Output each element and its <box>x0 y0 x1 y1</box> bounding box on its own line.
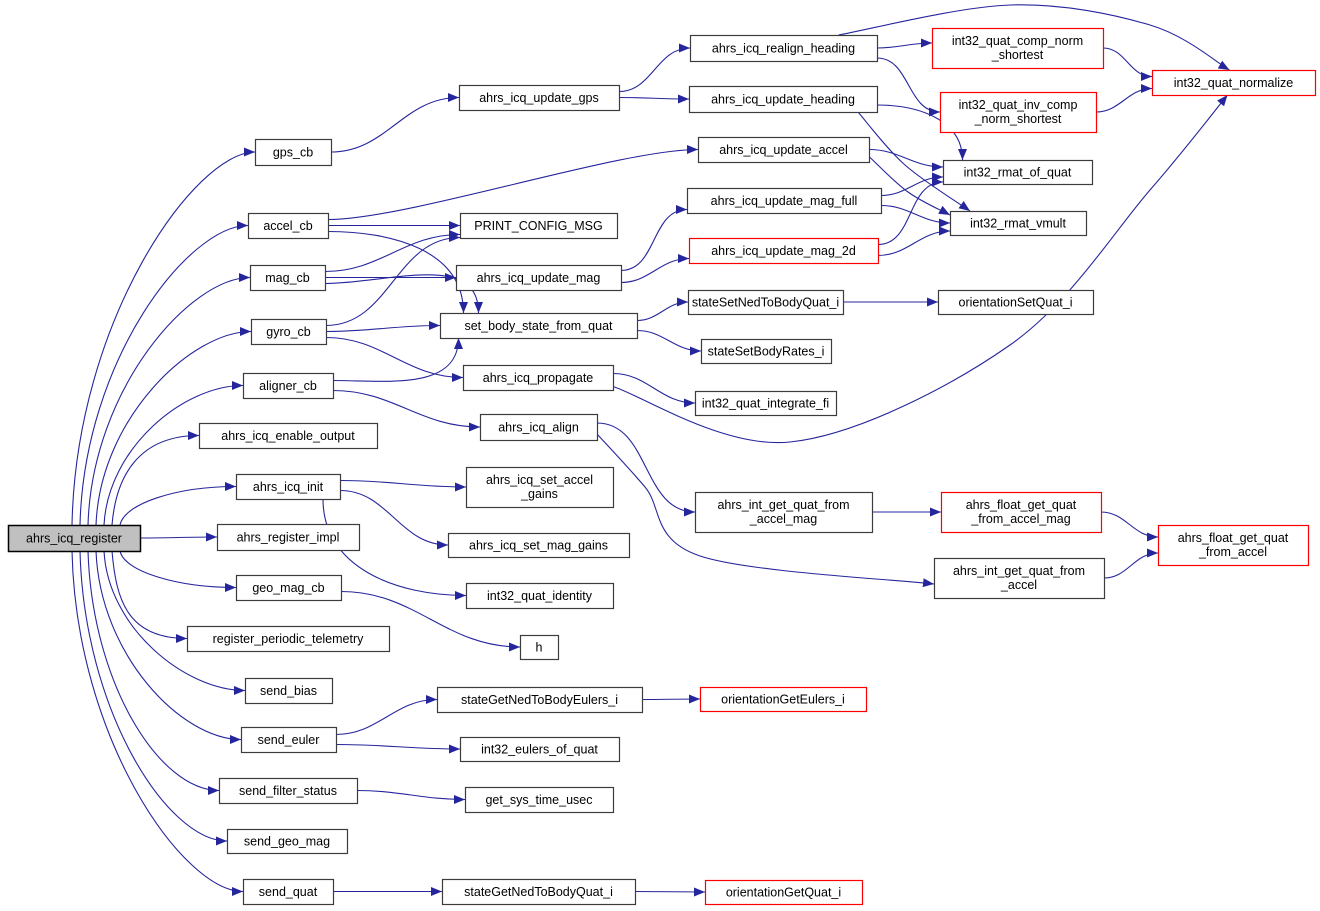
edge-ahrs_icq_update_mag_2d-to-int32_rmat_vmult <box>878 231 950 256</box>
node-label: orientationSetQuat_i <box>958 295 1073 310</box>
node-ahrs_int_get_quat_from_accel[interactable] <box>935 559 1105 599</box>
node-ahrs_icq_register[interactable] <box>9 526 141 552</box>
node-label: aligner_cb <box>259 379 317 393</box>
node-ahrs_icq_enable_output[interactable] <box>200 424 378 449</box>
node-label: stateGetNedToBodyEulers_i <box>460 693 619 707</box>
edge-send_euler-to-int32_eulers_of_quat <box>336 745 460 750</box>
node-ahrs_icq_propagate[interactable] <box>464 366 614 391</box>
edge-int32_quat_comp_norm_shortest-to-int32_quat_normalize <box>1103 48 1152 77</box>
node-ahrs_int_get_quat_from_accel_mag[interactable] <box>696 493 873 533</box>
node-label: _norm_shortest <box>974 112 1062 126</box>
node-label: ahrs_icq_set_accel <box>485 473 594 487</box>
edge-ahrs_float_get_quat_from_accel_mag-to-ahrs_float_get_quat_from_accel <box>1101 512 1158 537</box>
edge-gyro_cb-to-set_body_state_from_quat <box>326 326 440 332</box>
node-orientationSetQuat_i[interactable] <box>939 291 1094 315</box>
node-stateGetNedToBodyQuat_i[interactable] <box>443 880 636 905</box>
node-ahrs_icq_realign_heading[interactable] <box>691 36 878 62</box>
edge-gps_cb-to-ahrs_icq_update_gps <box>331 98 459 153</box>
node-label: ahrs_icq_update_accel <box>719 143 848 157</box>
node-label: int32_quat_identity <box>487 589 592 603</box>
edge-mag_cb-to-PRINT_CONFIG_MSG <box>325 235 460 272</box>
node-label: get_sys_time_usec <box>485 793 593 807</box>
edge-ahrs_icq_register-to-ahrs_icq_enable_output <box>112 436 199 526</box>
edge-accel_cb-to-set_body_state_from_quat <box>328 232 464 314</box>
edge-send_euler-to-stateGetNedToBodyEulers_i <box>336 700 437 735</box>
node-label: send_euler <box>257 733 320 747</box>
edge-set_body_state_from_quat-to-stateSetNedToBodyQuat_i <box>637 302 688 321</box>
edge-stateGetNedToBodyQuat_i-to-orientationGetQuat_i <box>635 892 705 893</box>
edge-int32_quat_inv_comp_norm_shortest-to-int32_quat_normalize <box>1096 89 1152 113</box>
edge-ahrs_icq_register-to-ahrs_icq_init <box>120 487 236 526</box>
node-label: _shortest <box>991 48 1044 62</box>
node-ahrs_icq_update_mag[interactable] <box>457 266 622 291</box>
edge-stateGetNedToBodyEulers_i-to-orientationGetEulers_i <box>642 699 700 700</box>
node-send_filter_status[interactable] <box>220 779 358 804</box>
node-ahrs_icq_update_gps[interactable] <box>460 86 620 111</box>
edge-accel_cb-to-ahrs_icq_update_accel <box>328 150 698 220</box>
edge-ahrs_icq_propagate-to-int32_quat_integrate_fi <box>613 374 695 404</box>
node-set_body_state_from_quat[interactable] <box>441 314 638 339</box>
node-label: ahrs_icq_propagate <box>482 371 594 385</box>
node-int32_rmat_of_quat[interactable] <box>944 161 1093 185</box>
node-gps_cb[interactable] <box>256 140 332 166</box>
node-label: int32_quat_comp_norm <box>951 34 1084 48</box>
node-label: gps_cb <box>272 145 314 160</box>
edge-gyro_cb-to-PRINT_CONFIG_MSG <box>326 238 460 326</box>
node-label: int32_quat_integrate_fi <box>701 396 830 411</box>
node-label: _from_accel_mag <box>971 512 1071 526</box>
node-label: stateGetNedToBodyQuat_i <box>464 885 613 899</box>
node-get_sys_time_usec[interactable] <box>466 788 614 813</box>
edge-ahrs_icq_register-to-mag_cb <box>88 278 250 526</box>
node-label: stateSetNedToBodyQuat_i <box>691 295 840 310</box>
node-label: ahrs_float_get_quat <box>1177 531 1289 545</box>
node-geo_mag_cb[interactable] <box>237 576 342 601</box>
edge-ahrs_icq_register-to-send_filter_status <box>88 551 219 791</box>
node-stateGetNedToBodyEulers_i[interactable] <box>438 688 643 713</box>
node-label: ahrs_icq_update_mag <box>476 271 601 285</box>
node-ahrs_float_get_quat_from_accel[interactable] <box>1159 526 1309 566</box>
node-label: ahrs_icq_set_mag_gains <box>469 538 608 553</box>
node-label: ahrs_icq_update_heading <box>711 92 855 107</box>
node-label: int32_rmat_of_quat <box>963 165 1072 180</box>
node-label: ahrs_register_impl <box>236 530 340 545</box>
node-orientationGetEulers_i[interactable] <box>701 688 867 712</box>
node-label: _accel <box>1000 578 1038 592</box>
node-ahrs_icq_init[interactable] <box>237 475 341 500</box>
node-ahrs_float_get_quat_from_accel_mag[interactable] <box>942 493 1102 533</box>
edge-ahrs_icq_realign_heading-to-int32_quat_comp_norm_shortest <box>877 43 932 48</box>
node-label: PRINT_CONFIG_MSG <box>474 219 603 233</box>
node-label: int32_quat_normalize <box>1173 76 1294 90</box>
node-accel_cb[interactable] <box>249 214 329 239</box>
node-ahrs_icq_set_accel_gains[interactable] <box>467 468 614 508</box>
edge-set_body_state_from_quat-to-stateSetBodyRates_i <box>637 331 701 352</box>
node-label: send_filter_status <box>239 784 337 798</box>
node-gyro_cb[interactable] <box>252 320 327 345</box>
node-int32_quat_identity[interactable] <box>467 584 614 609</box>
node-label: gyro_cb <box>266 325 311 339</box>
node-PRINT_CONFIG_MSG[interactable] <box>461 214 618 239</box>
edge-ahrs_icq_update_gps-to-ahrs_icq_update_heading <box>619 98 689 100</box>
node-send_euler[interactable] <box>242 728 337 753</box>
node-label: register_periodic_telemetry <box>212 632 364 646</box>
node-label: int32_rmat_vmult <box>970 216 1066 231</box>
node-int32_quat_inv_comp_norm_shortest[interactable] <box>941 93 1097 133</box>
node-ahrs_icq_update_heading[interactable] <box>690 87 878 113</box>
node-label: _from_accel <box>1198 545 1268 559</box>
edge-ahrs_icq_register-to-send_bias <box>104 551 245 691</box>
node-label: int32_eulers_of_quat <box>481 742 598 757</box>
node-label: accel_cb <box>263 219 313 233</box>
node-label: h <box>535 640 543 655</box>
node-label: ahrs_icq_update_gps <box>479 91 599 105</box>
node-int32_rmat_vmult[interactable] <box>951 212 1087 236</box>
node-label: ahrs_icq_align <box>498 420 579 435</box>
node-send_bias[interactable] <box>246 679 333 704</box>
node-label: ahrs_int_get_quat_from <box>952 564 1086 578</box>
edge-ahrs_icq_update_mag-to-ahrs_icq_update_mag_2d <box>621 259 689 283</box>
edge-ahrs_icq_update_mag_2d-to-int32_rmat_of_quat <box>878 182 943 245</box>
node-label: send_bias <box>260 684 317 698</box>
edge-ahrs_icq_register-to-accel_cb <box>80 226 248 526</box>
node-register_periodic_telemetry[interactable] <box>188 627 390 652</box>
node-label: ahrs_icq_update_mag_2d <box>711 244 856 258</box>
edge-aligner_cb-to-ahrs_icq_align <box>333 391 480 428</box>
node-label: ahrs_icq_init <box>252 480 324 494</box>
edge-gyro_cb-to-ahrs_icq_propagate <box>326 338 463 378</box>
node-int32_quat_comp_norm_shortest[interactable] <box>933 29 1104 69</box>
node-label: int32_quat_inv_comp <box>958 98 1078 112</box>
node-label: ahrs_icq_update_mag_full <box>710 194 858 208</box>
edge-ahrs_icq_update_mag_full-to-int32_rmat_vmult <box>881 206 950 224</box>
node-h[interactable] <box>521 636 559 660</box>
edge-ahrs_icq_update_accel-to-int32_rmat_of_quat <box>869 150 943 168</box>
node-send_geo_mag[interactable] <box>228 830 348 854</box>
node-label: ahrs_icq_enable_output <box>221 429 355 443</box>
node-label: orientationGetEulers_i <box>721 692 845 707</box>
node-ahrs_icq_update_mag_full[interactable] <box>688 189 882 214</box>
edge-ahrs_int_get_quat_from_accel-to-ahrs_float_get_quat_from_accel <box>1104 553 1158 578</box>
node-mag_cb[interactable] <box>251 266 326 291</box>
node-label: set_body_state_from_quat <box>464 319 613 333</box>
edge-ahrs_icq_init-to-ahrs_icq_set_accel_gains <box>340 481 466 488</box>
node-orientationGetQuat_i[interactable] <box>706 881 863 905</box>
node-label: ahrs_float_get_quat <box>965 498 1077 512</box>
node-stateSetNedToBodyQuat_i[interactable] <box>689 291 844 315</box>
edge-ahrs_icq_update_gps-to-ahrs_icq_realign_heading <box>619 48 690 92</box>
node-aligner_cb[interactable] <box>244 374 334 399</box>
node-label: _accel_mag <box>749 512 818 526</box>
node-ahrs_register_impl[interactable] <box>218 525 360 551</box>
node-label: stateSetBodyRates_i <box>707 344 825 359</box>
nodes <box>9 29 1316 905</box>
node-label: send_quat <box>258 885 318 899</box>
node-int32_quat_normalize[interactable] <box>1153 71 1316 96</box>
node-ahrs_icq_set_mag_gains[interactable] <box>449 534 630 558</box>
node-ahrs_icq_align[interactable] <box>481 415 598 441</box>
edge-ahrs_icq_realign_heading-to-int32_quat_inv_comp_norm_shortest <box>877 58 940 112</box>
edge-ahrs_icq_register-to-gps_cb <box>72 152 255 525</box>
edge-ahrs_icq_update_mag-to-ahrs_icq_update_mag_full <box>621 210 687 271</box>
node-ahrs_icq_update_mag_2d[interactable] <box>690 239 879 264</box>
edge-ahrs_icq_register-to-geo_mag_cb <box>120 551 236 588</box>
node-label: mag_cb <box>265 271 310 285</box>
node-label: ahrs_icq_realign_heading <box>711 41 856 56</box>
edge-ahrs_icq_register-to-aligner_cb <box>104 386 243 526</box>
node-label: orientationGetQuat_i <box>725 885 842 900</box>
node-send_quat[interactable] <box>244 880 334 905</box>
node-int32_quat_integrate_fi[interactable] <box>696 392 837 416</box>
edge-ahrs_icq_register-to-register_periodic_telemetry <box>112 551 187 639</box>
edge-send_filter_status-to-get_sys_time_usec <box>357 791 465 800</box>
node-label: _gains <box>521 487 558 501</box>
node-label: ahrs_icq_register <box>26 531 122 546</box>
node-stateSetBodyRates_i[interactable] <box>702 340 832 364</box>
node-label: geo_mag_cb <box>252 581 325 595</box>
node-label: ahrs_int_get_quat_from <box>717 498 850 512</box>
edge-ahrs_icq_register-to-ahrs_register_impl <box>140 537 217 538</box>
node-ahrs_icq_update_accel[interactable] <box>699 138 870 163</box>
node-int32_eulers_of_quat[interactable] <box>461 738 620 762</box>
node-label: send_geo_mag <box>243 834 331 849</box>
